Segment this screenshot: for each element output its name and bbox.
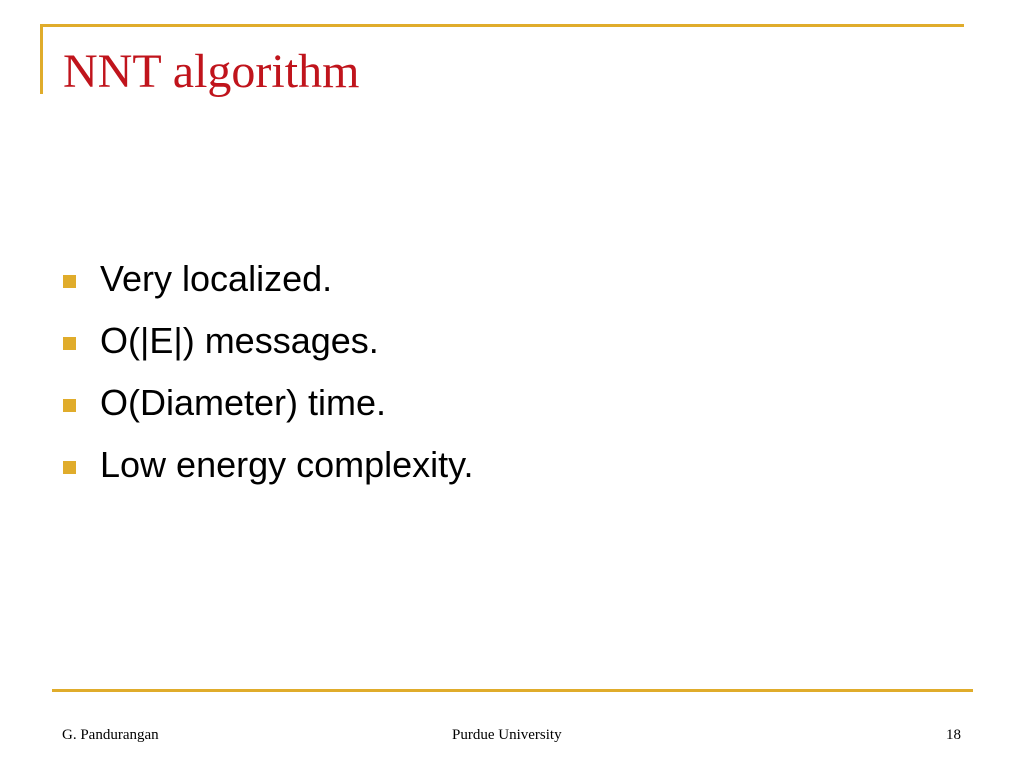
bullet-item xyxy=(63,434,474,496)
bullet-list xyxy=(63,248,474,496)
square-bullet-icon xyxy=(63,337,76,350)
footer-institution: Purdue University xyxy=(452,727,562,743)
bullet-text: Very localized. xyxy=(100,258,333,299)
bullet-text: O(|E|) messages. xyxy=(100,320,379,361)
slide-title: NNT algorithm xyxy=(63,45,360,98)
footer-page-number: 18 xyxy=(946,727,961,743)
bullet-text: O(Diameter) time. xyxy=(100,382,387,423)
square-bullet-icon xyxy=(63,461,76,474)
bullet-item xyxy=(63,372,474,434)
frame-left-line xyxy=(40,26,43,94)
frame-top-line xyxy=(40,24,964,27)
bullet-item xyxy=(63,248,474,310)
bullet-text: Low energy complexity. xyxy=(100,444,474,485)
square-bullet-icon xyxy=(63,399,76,412)
footer-divider-line xyxy=(52,689,973,692)
footer-author: G. Pandurangan xyxy=(62,727,159,743)
bullet-item xyxy=(63,310,474,372)
square-bullet-icon xyxy=(63,275,76,288)
